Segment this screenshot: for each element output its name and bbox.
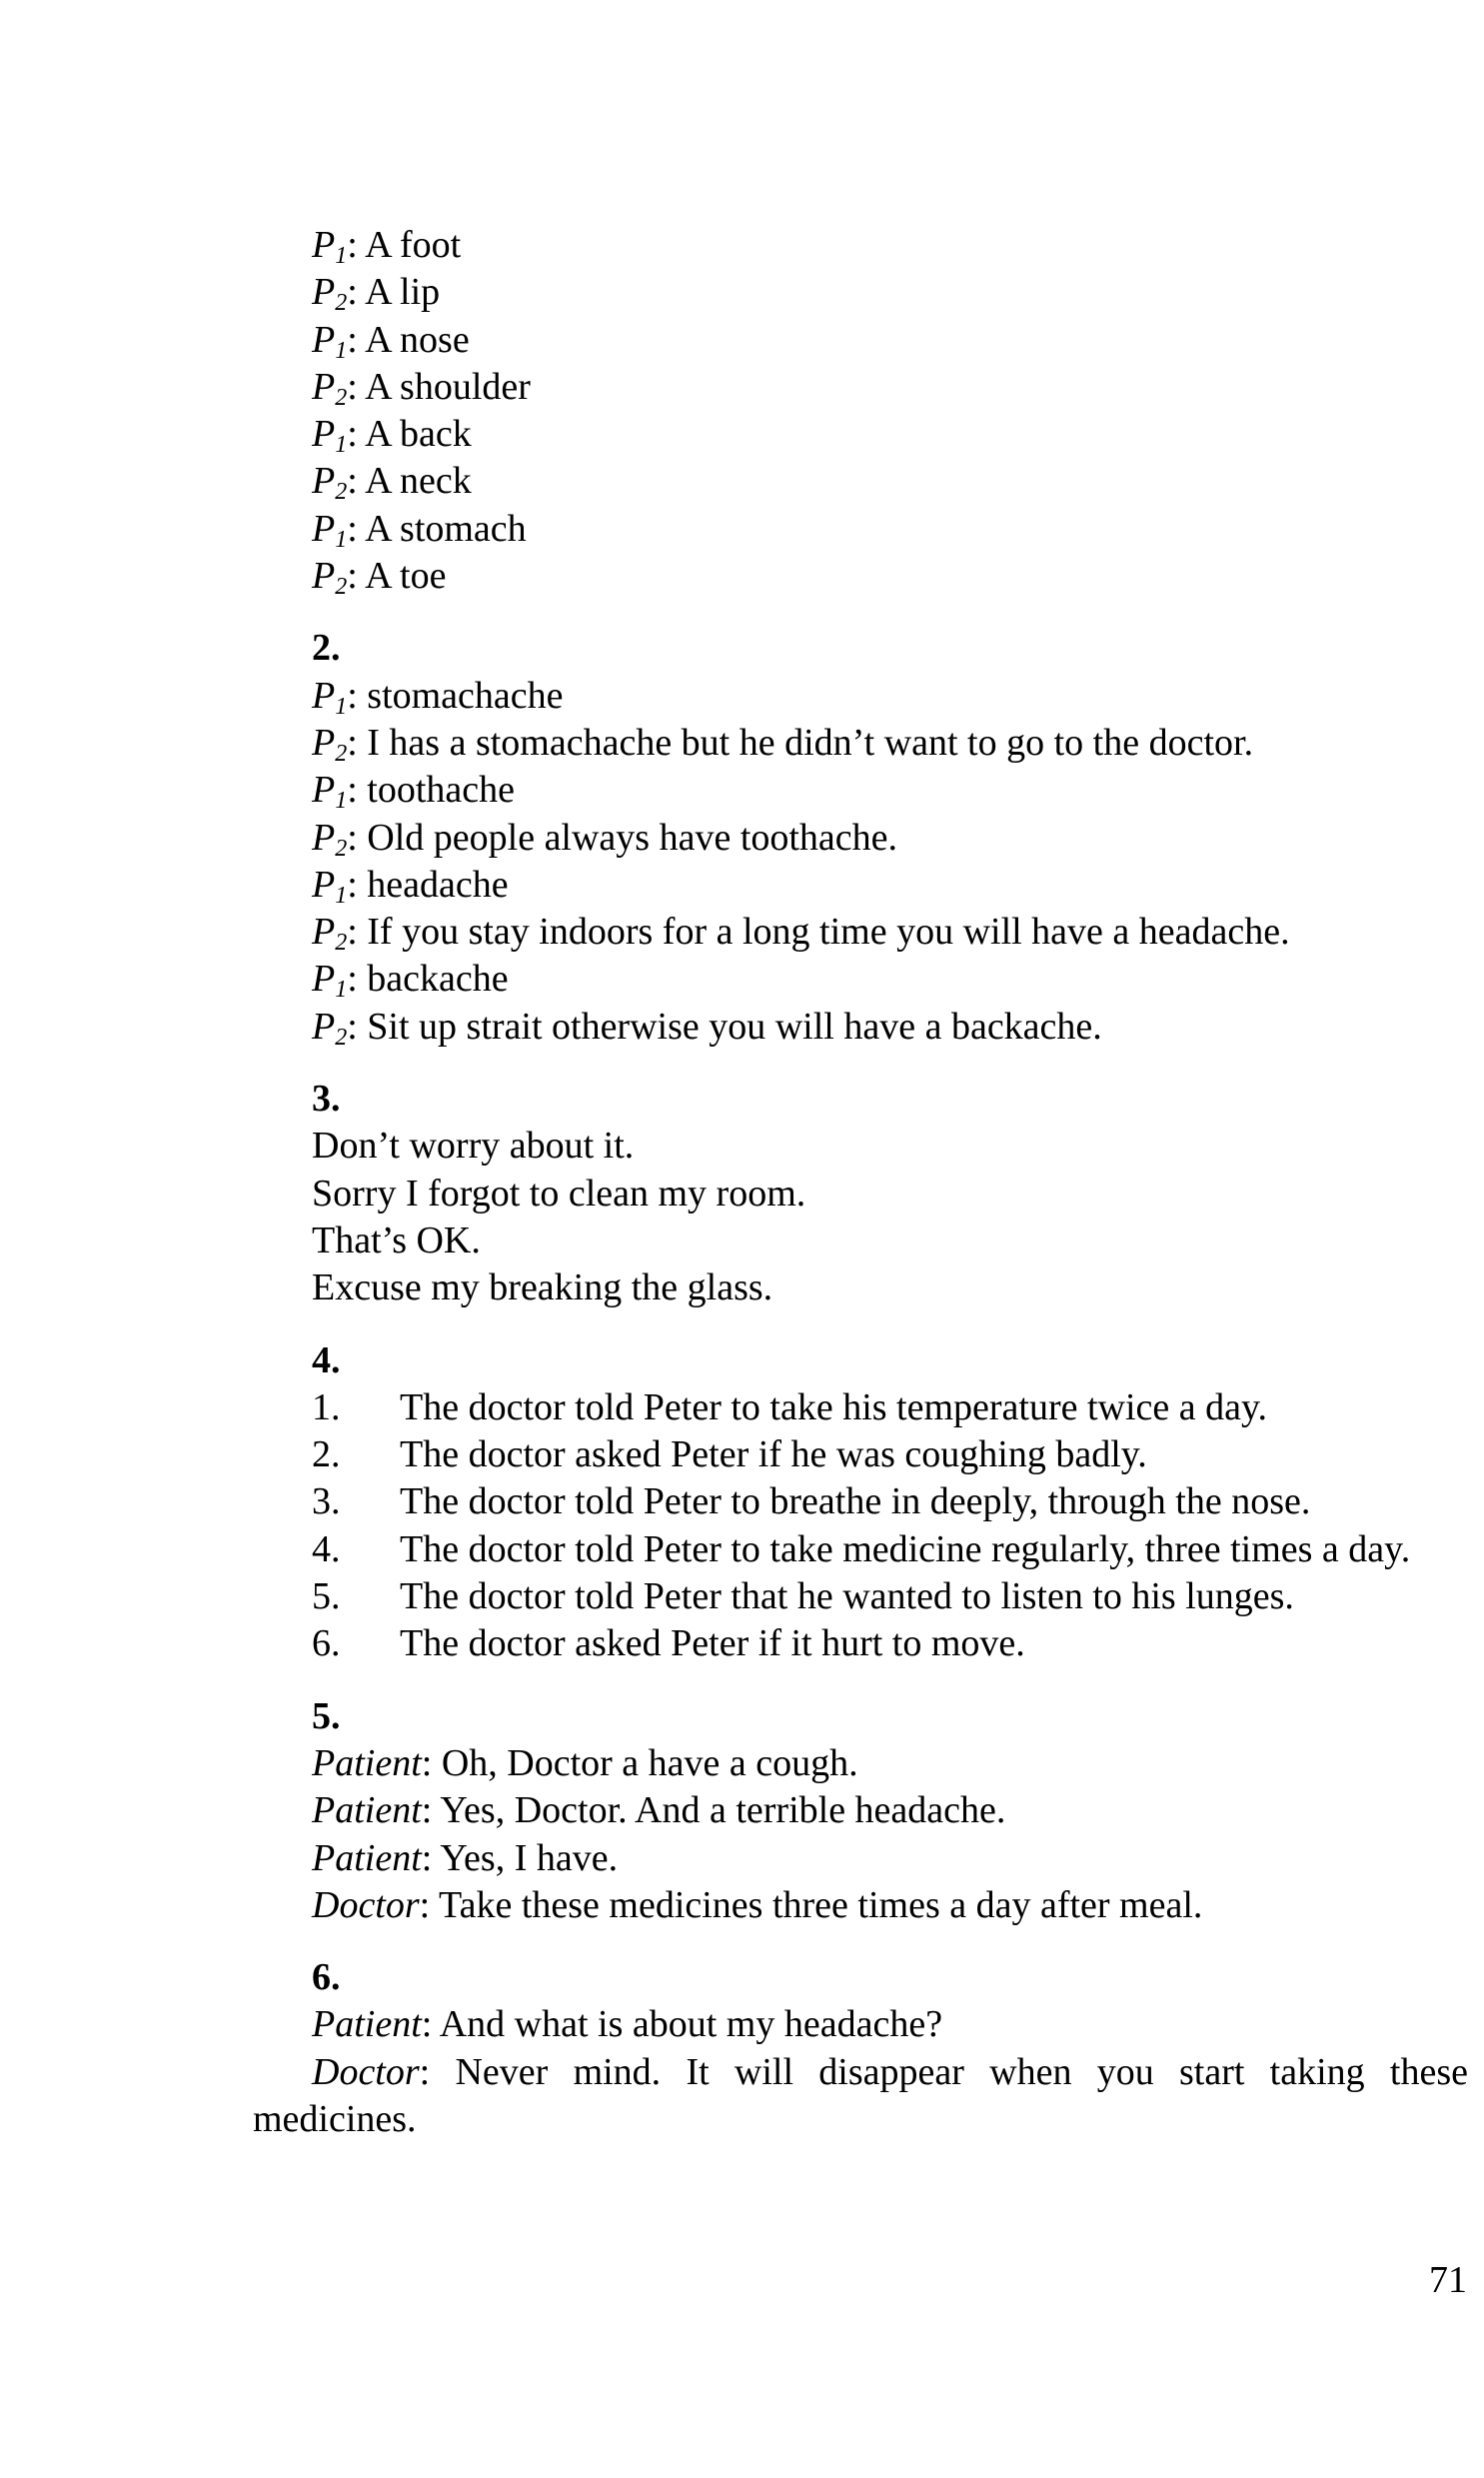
dialogue-line: $P_1$: A stomach [312,507,527,553]
speaker: Patient [312,2003,422,2046]
speaker: $P_2$ [312,1005,348,1051]
speaker: $P_1$ [312,507,348,553]
section-1 [253,222,1468,600]
page-content [253,222,1468,2143]
section-6 [253,1954,1468,2143]
speaker: Doctor [312,2050,420,2093]
speaker: $P_1$ [312,318,348,364]
section-4 [253,1337,1468,1668]
item-number: 4. [312,1527,341,1570]
speaker: $P_2$ [312,816,348,862]
item-number: 3. [312,1480,341,1523]
section-3 [253,1076,1468,1311]
dialogue-line: $P_2$: A neck [312,460,472,506]
speaker: $P_2$ [312,721,348,767]
dialogue-line: $P_1$: backache [312,958,509,1004]
speaker: $P_2$ [312,911,348,957]
section-heading: 2. [312,627,341,670]
speaker: $P_2$ [312,271,348,317]
dialogue-line: $P_2$: A lip [312,271,441,317]
dialogue-line: $P_1$: stomachache [312,674,564,720]
dialogue-line: Patient: Yes, I have. [312,1836,619,1879]
item-number: 1. [312,1385,341,1428]
dialogue-line: $P_2$: Old people always have toothache. [312,816,898,862]
dialogue-line: $P_2$: A toe [312,555,447,601]
item-text: The doctor asked Peter if he was coughing badly. [400,1433,1147,1476]
dialogue-paragraph: Doctor: Never mind. It will disappear when you start taking these medicines. [253,2050,1468,2140]
list-item [253,1384,1468,1431]
speaker: $P_1$ [312,863,348,909]
dialogue-line: Doctor: Take these medicines three times a day after meal. [312,1883,1203,1926]
dialogue-line: $P_2$: If you stay indoors for a long time you will have a headache. [312,911,1290,957]
list-item [253,1431,1468,1478]
dialogue-line: Patient: Yes, Doctor. And a terrible headache. [312,1789,1006,1832]
speaker: $P_2$ [312,460,348,506]
phrase-line: Sorry I forgot to clean my room. [312,1172,806,1215]
dialogue-line: $P_1$: A foot [312,224,462,269]
speaker: Patient [312,1836,422,1879]
dialogue-line: Patient: Oh, Doctor a have a cough. [312,1741,858,1784]
phrase-line: Excuse my breaking the glass. [312,1266,773,1309]
speaker: Patient [312,1741,422,1784]
dialogue-line: $P_2$: I has a stomachache but he didn’t want to go to the doctor. [312,721,1254,767]
dialogue-line: $P_1$: A nose [312,318,470,364]
section-2 [253,625,1468,1051]
dialogue-line: $P_2$: A shoulder [312,365,531,411]
speaker: $P_1$ [312,769,348,815]
speaker: $P_1$ [312,224,348,269]
phrase-line: That’s OK. [312,1219,481,1261]
list-item [253,1526,1468,1573]
section-heading: 4. [312,1338,341,1381]
item-number: 5. [312,1575,341,1618]
list-item [253,1478,1468,1525]
speaker: $P_1$ [312,958,348,1004]
dialogue-line: $P_1$: A back [312,413,472,459]
phrase-line: Don’t worry about it. [312,1125,635,1168]
speaker: $P_2$ [312,365,348,411]
item-text: The doctor asked Peter if it hurt to move. [400,1622,1025,1665]
list-item [253,1620,1468,1667]
speaker: $P_1$ [312,674,348,720]
section-heading: 6. [312,1956,341,1999]
speaker: Patient [312,1789,422,1832]
item-text: The doctor told Peter to take medicine regularly, three times a day. [400,1527,1411,1570]
item-text: The doctor told Peter to breathe in deeply, through the nose. [400,1480,1311,1523]
item-number: 2. [312,1433,341,1476]
item-number: 6. [312,1622,341,1665]
dialogue-line: $P_1$: toothache [312,769,515,815]
dialogue-line: $P_1$: headache [312,863,509,909]
dialogue-line: $P_2$: Sit up strait otherwise you will have a backache. [312,1005,1102,1051]
section-heading: 5. [312,1694,341,1737]
page-number: 71 [1429,2259,1467,2301]
section-5 [253,1693,1468,1929]
speaker: $P_1$ [312,413,348,459]
section-heading: 3. [312,1078,341,1121]
speaker: $P_2$ [312,555,348,601]
speaker: Doctor [312,1883,420,1926]
dialogue-line: Patient: And what is about my headache? [312,2003,943,2046]
item-text: The doctor told Peter that he wanted to listen to his lunges. [400,1575,1294,1618]
list-item [253,1573,1468,1620]
item-text: The doctor told Peter to take his temperature twice a day. [400,1385,1268,1428]
